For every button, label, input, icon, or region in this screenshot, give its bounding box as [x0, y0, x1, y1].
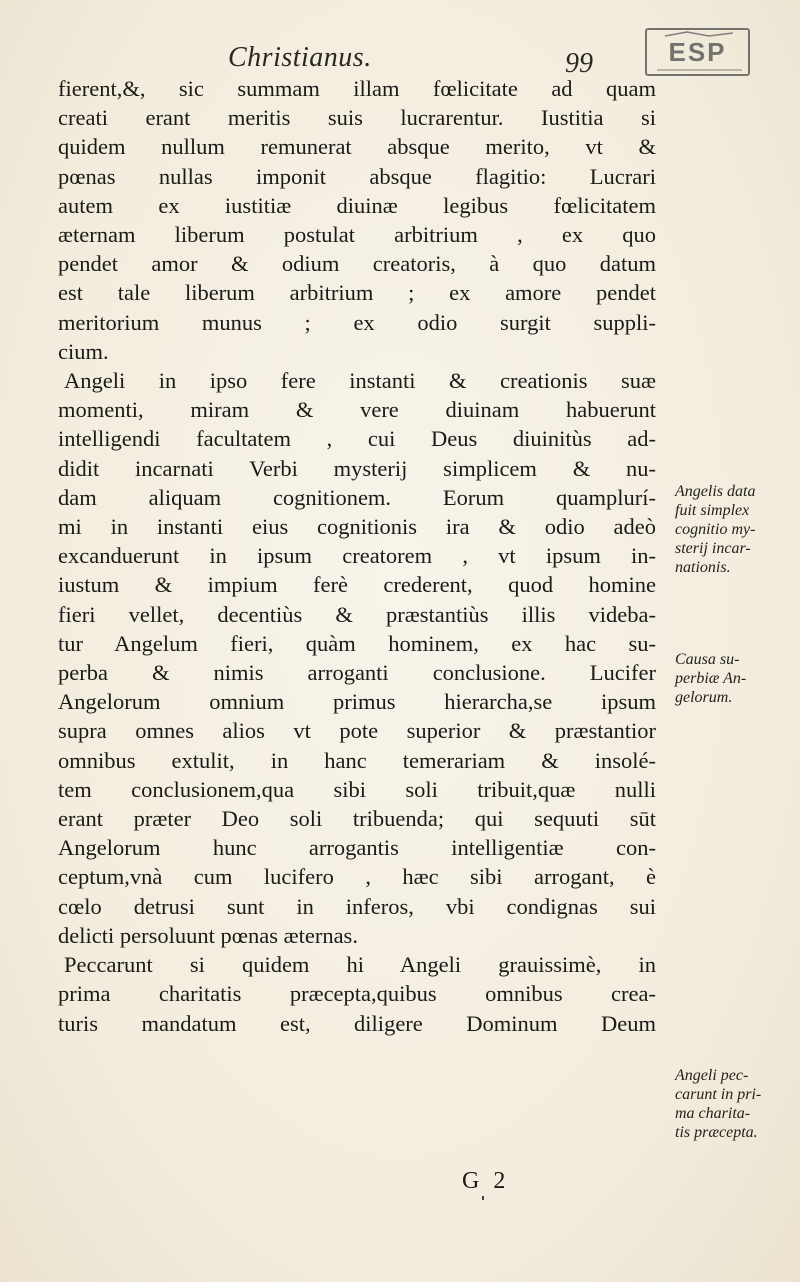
body-text	[58, 74, 656, 1038]
marginal-note-line: carunt in pri-	[675, 1086, 762, 1103]
body-line: momenti, miram & vere diuinam habuerunt	[58, 397, 656, 423]
body-line: cium.	[58, 338, 109, 364]
body-line: Angelorum hunc arrogantis intelligentiæ con-	[58, 835, 656, 861]
body-line: dam aliquam cognitionem. Eorum quamplurí-	[58, 484, 656, 510]
marginal-note-line: ma charita-	[675, 1105, 751, 1122]
body-line: quidem nullum remunerat absque merito, vt &	[58, 134, 656, 160]
body-line: mi in instanti eius cognitionis ira & odio adeò	[58, 514, 656, 540]
body-line: Angeli in ipso fere instanti & creationis suæ	[64, 368, 656, 394]
body-line: est tale liberum arbitrium ; ex amore pendet	[58, 280, 656, 306]
marginal-note-line: Causa su-	[675, 651, 740, 668]
body-line: erant præter Deo soli tribuenda; qui sequuti sūt	[58, 806, 656, 832]
marginal-note-line: cognitio my-	[675, 521, 756, 538]
body-line: turis mandatum est, diligere Dominum Deum	[58, 1010, 656, 1036]
body-line: autem ex iustitiæ diuinæ legibus fœlicitatem	[58, 192, 656, 218]
body-line: ceptum,vnà cum lucifero , hæc sibi arrogant, è	[58, 864, 656, 890]
body-line: fieri vellet, decentiùs & præstantiùs illis videba-	[58, 601, 656, 627]
body-line: Peccarunt si quidem hi Angeli grauissimè, in	[64, 952, 656, 978]
marginal-note-line: nationis.	[675, 559, 731, 576]
body-line: pendet amor & odium creatoris, à quo datum	[58, 251, 656, 277]
body-line: prima charitatis præcepta,quibus omnibus crea-	[58, 981, 656, 1007]
body-line: perba & nimis arroganti conclusione. Lucifer	[58, 660, 656, 686]
body-line: delicti persoluunt pœnas æternas.	[58, 922, 358, 948]
body-line: supra omnes alios vt pote superior & præstantior	[58, 718, 656, 744]
marginal-note-line: Angelis data	[675, 483, 756, 500]
marginal-note-angels-sinned	[675, 1066, 790, 1142]
marginal-note-line: Angeli pec-	[675, 1067, 749, 1084]
marginal-note-cause-of-pride	[675, 650, 790, 707]
body-line: fierent,&, sic summam illam fœlicitate ad quam	[58, 76, 656, 101]
body-line: excanduerunt in ipsum creatorem , vt ipsum in-	[58, 543, 656, 569]
body-line: iustum & impium ferè crederent, quod homine	[58, 572, 656, 598]
body-line: Angelorum omnium primus hierarcha,se ipsum	[58, 689, 656, 715]
body-line: cœlo detrusi sunt in inferos, vbi condignas sui	[58, 893, 656, 919]
marginal-note-line: sterij incar-	[675, 540, 751, 557]
running-head: Christianus.	[228, 42, 372, 73]
body-line: intelligendi facultatem , cui Deus diuinitùs ad-	[58, 426, 656, 452]
catchword-dot	[482, 1196, 484, 1200]
library-stamp	[645, 28, 750, 76]
body-line: meritorium munus ; ex odio surgit suppli-	[58, 309, 656, 335]
marginal-note-line: tis præcepta.	[675, 1124, 758, 1141]
body-line: creati erant meritis suis lucrarentur. Iustitia si	[58, 105, 656, 131]
marginal-note-line: fuit simplex	[675, 502, 750, 519]
marginal-note-angels-cognition	[675, 482, 790, 577]
stamp-text: ESP	[668, 36, 727, 67]
body-line: omnibus extulit, in hanc temerariam & insolé-	[58, 747, 656, 773]
body-line: æternam liberum postulat arbitrium , ex quo	[58, 222, 656, 248]
body-line: pœnas nullas imponit absque flagitio: Lucrari	[58, 163, 656, 189]
body-line: didit incarnati Verbi mysterij simplicem & nu-	[58, 455, 656, 481]
signature-mark: G 2	[462, 1168, 510, 1194]
body-line: tem conclusionem,qua sibi soli tribuit,quæ nulli	[58, 776, 656, 802]
marginal-note-line: perbiæ An-	[675, 670, 747, 687]
marginal-note-line: gelorum.	[675, 689, 733, 706]
page-number: 99	[565, 48, 593, 79]
body-line: tur Angelum fieri, quàm hominem, ex hac su-	[58, 630, 656, 656]
